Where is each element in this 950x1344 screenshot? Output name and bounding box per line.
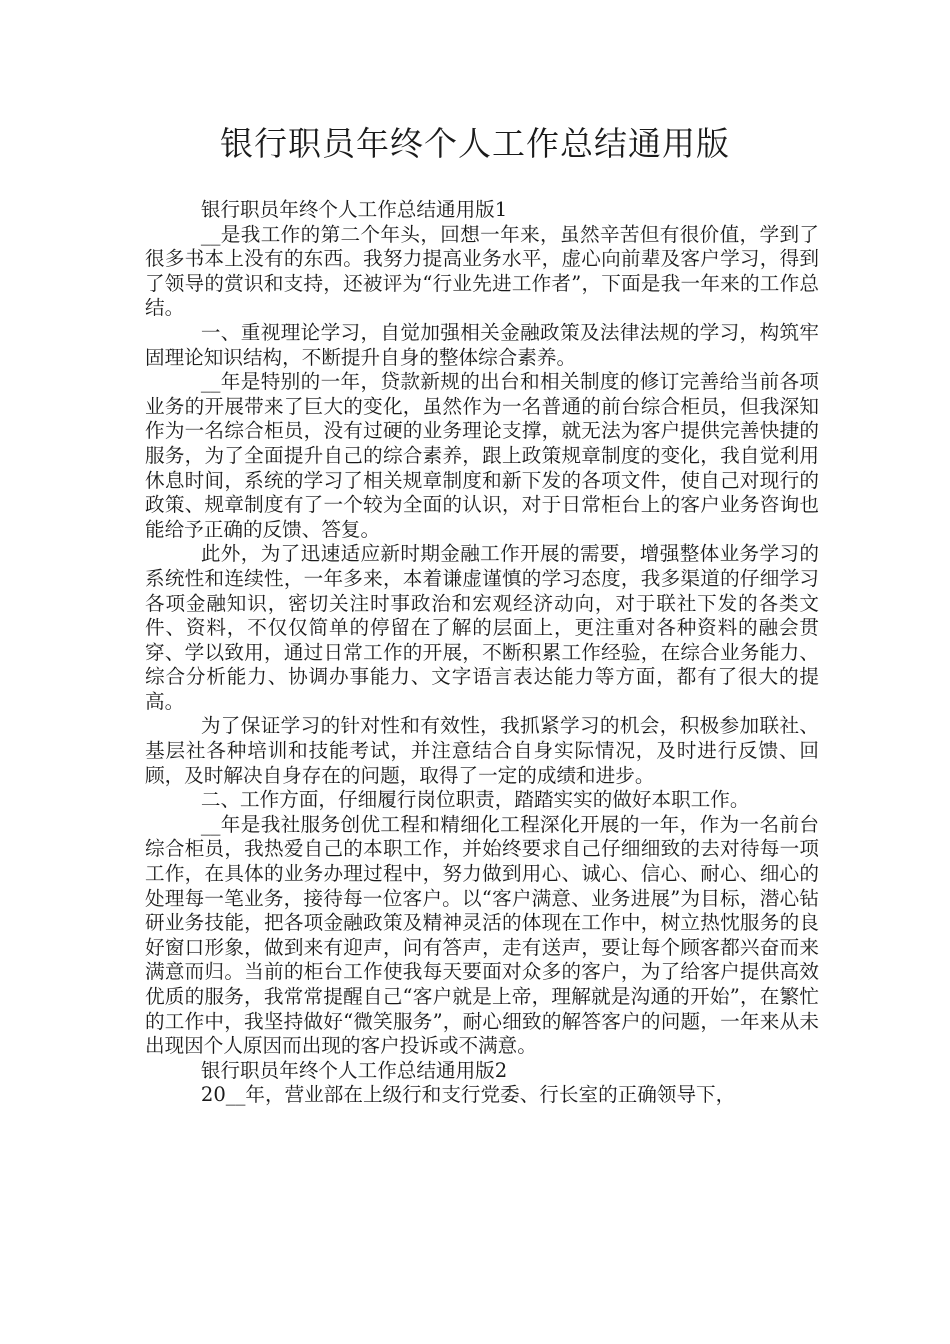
section-heading-2: 银行职员年终个人工作总结通用版2 <box>200 1058 508 1082</box>
document-title: 银行职员年终个人工作总结通用版 <box>220 124 730 163</box>
paragraph-theory-study: __年是特别的一年，贷款新规的出台和相关制度的修订完善给当前各项业务的开展带来了巨大的变化，虽然作为一名普通的前台综合柜员，但我深知作为一名综合柜员，没有过硬的业务理论支撑，就无法为客户提供完善快捷的服务，为了全面提升自己的综合素养，跟上政策规章制度的变化，我自觉利用休息时间，系统的学习了相关规章制度和新下发的各项文件，使自己对现行的政策、规章制度有了一个较为全面的认识，对于日常柜台上的客户业务咨询也能给予正确的反馈、答复。 <box>145 370 819 541</box>
paragraph-section-two-start: 20__年，营业部在上级行和支行党委、行长室的正确领导下， <box>200 1083 736 1107</box>
paragraph-additionally: 此外，为了迅速适应新时期金融工作开展的需要，增强整体业务学习的系统性和连续性，一年多来，本着谦虚谨慎的学习态度，我多渠道的仔细学习各项金融知识，密切关注时事政治和宏观经济动向，对于联社下发的各类文件、资料，不仅仅简单的停留在了解的层面上，更注重对各种资料的融会贯穿、学以致用，通过日常工作的开展，不断积累工作经验，在综合业务能力、综合分析能力、协调办事能力、文字语言表达能力等方面，都有了很大的提高。 <box>145 542 819 713</box>
section-heading-1: 银行职员年终个人工作总结通用版1 <box>200 198 508 221</box>
paragraph-intro: __是我工作的第二个年头，回想一年来，虽然辛苦但有很价值，学到了很多书本上没有的东西。我努力提高业务水平，虚心向前辈及客户学习，得到了领导的赏识和支持，还被评为“行业先进工作者”，下面是我一年来的工作总结。 <box>145 222 819 320</box>
paragraph-point-two: 二、工作方面，仔细履行岗位职责，踏踏实实的做好本职工作。 <box>200 788 750 812</box>
paragraph-service: __年是我社服务创优工程和精细化工程深化开展的一年，作为一名前台综合柜员，我热爱自己的本职工作，并始终要求自己仔细细致的去对待每一项工作，在具体的业务办理过程中，努力做到用心、诚心、信心、耐心、细心的处理每一笔业务，接待每一位客户。以“客户满意、业务进展”为目标，潜心钻研业务技能，把各项金融政策及精神灵活的体现在工作中，树立热忱服务的良好窗口形象，做到来有迎声，问有答声，走有送声，要让每个顾客都兴奋而来满意而归。当前的柜台工作使我每天要面对众多的客户，为了给客户提供高效优质的服务，我常常提醒自己“客户就是上帝，理解就是沟通的开始”，在繁忙的工作中，我坚持做好“微笑服务”，耐心细致的解答客户的问题，一年来从未出现因个人原因而出现的客户投诉或不满意。 <box>145 812 819 1058</box>
paragraph-training: 为了保证学习的针对性和有效性，我抓紧学习的机会，积极参加联社、基层社各种培训和技能考试，并注意结合自身实际情况，及时进行反馈、回顾，及时解决自身存在的问题，取得了一定的成绩和进步。 <box>145 714 819 787</box>
document-body <box>145 198 819 1108</box>
paragraph-point-one: 一、重视理论学习，自觉加强相关金融政策及法律法规的学习，构筑牢固理论知识结构，不断提升自身的整体综合素养。 <box>145 320 819 369</box>
